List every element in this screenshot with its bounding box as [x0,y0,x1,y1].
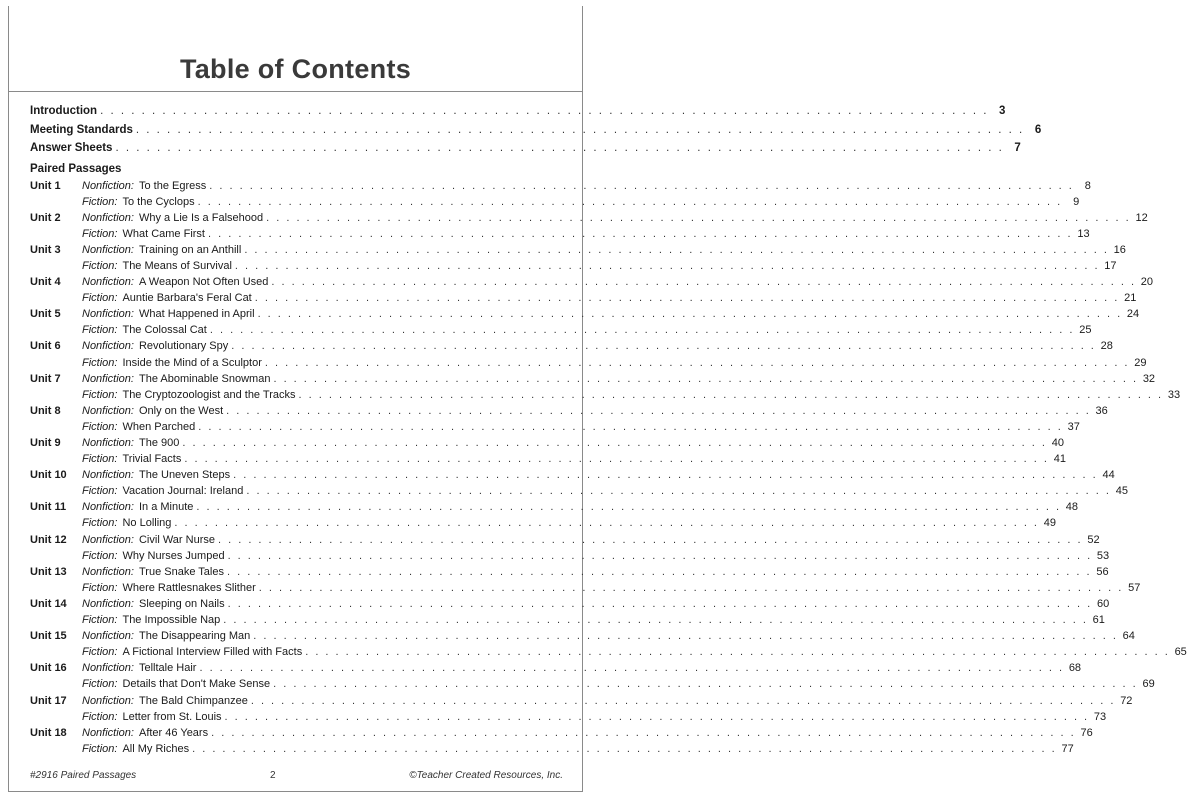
nonfiction-entry [82,435,1050,451]
units-list [30,178,1187,757]
toc-entry[interactable] [30,451,1066,467]
leader-dots: . . . . . . . . . . . . . . . . . . . . . . . . . . . . . . . . . . . . . . . . . . . . . . . . . . . . . . . . . . . . . . . . . . . . . . . . . . . . . . . . . . . . . . [135,123,1025,136]
nonfiction-entry [82,564,1095,580]
entry-title: What Came First [122,227,205,240]
entry-page-number: 17 [1104,259,1117,272]
leader-dots: . . . . . . . . . . . . . . . . . . . . . . . . . . . . . . . . . . . . . . . . . . . . . . . . . . . . . . . . . . . . . . . . . . . . . . . . . . . . . . . . . . . . . . [199,662,1065,675]
fiction-entry [82,419,1066,435]
leader-dots: . . . . . . . . . . . . . . . . . . . . . . . . . . . . . . . . . . . . . . . . . . . . . . . . . . . . . . . . . . . . . . . . . . . . . . . . . . . . . . . . . . . . . . [192,742,1057,755]
fiction-entry [82,483,1114,499]
entry-title: When Parched [122,420,196,433]
genre-label: Nonfiction: [82,308,134,321]
leader-dots: . . . . . . . . . . . . . . . . . . . . . . . . . . . . . . . . . . . . . . . . . . . . . . . . . . . . . . . . . . . . . . . . . . . . . . . . . . . . . . . . . . . . . . [246,485,1111,498]
toc-entry[interactable] [30,628,1135,644]
unit-label: Unit 17 [30,694,67,707]
entry-page-number: 13 [1077,227,1090,240]
nonfiction-entry [82,596,1095,612]
entry-page-number: 36 [1095,404,1108,417]
nonfiction-entry [82,242,1112,258]
genre-label: Nonfiction: [82,726,134,739]
entry-page-number: 16 [1113,243,1126,256]
entry-page-number: 73 [1093,710,1107,723]
genre-label: Fiction: [82,453,118,466]
toc-entry[interactable] [30,122,1042,141]
toc-entry[interactable] [30,532,1100,548]
toc-entry[interactable] [30,435,1064,451]
entry-title: Civil War Nurse [138,533,215,546]
unit-label: Unit 7 [30,372,61,385]
leader-dots: . . . . . . . . . . . . . . . . . . . . . . . . . . . . . . . . . . . . . . . . . . . . . . . . . . . . . . . . . . . . . . . . . . . . . . . . . . . . . . . . . . . . . . [264,356,1130,369]
entry-page-number: 77 [1061,742,1074,755]
entry-title: True Snake Tales [138,565,224,578]
genre-label: Fiction: [82,742,118,755]
section-heading: Paired Passages [30,162,122,175]
genre-label: Nonfiction: [82,662,134,675]
genre-label: Nonfiction: [82,597,134,610]
toc-entry[interactable] [30,709,1107,725]
genre-label: Nonfiction: [82,565,134,578]
genre-label: Fiction: [82,517,118,530]
entry-title: The Means of Survival [122,259,232,272]
entry-page-number: 76 [1080,726,1093,739]
entry-page-number: 45 [1115,485,1128,498]
toc-entry[interactable] [30,306,1140,322]
toc-entry[interactable] [30,548,1110,564]
leader-dots: . . . . . . . . . . . . . . . . . . . . . . . . . . . . . . . . . . . . . . . . . . . . . . . . . . . . . . . . . . . . . . . . . . . . . . . . . . . . . . . . . . . . . . [182,437,1047,449]
genre-label: Fiction: [82,678,118,691]
toc-entry[interactable] [30,467,1115,483]
unit-label: Unit 16 [30,662,67,675]
leader-dots: . . . . . . . . . . . . . . . . . . . . . . . . . . . . . . . . . . . . . . . . . . . . . . . . . . . . . . . . . . . . . . . . . . . . . . . . . . . . . . . . . . . . . . [271,276,1137,289]
nonfiction-entry [82,532,1086,548]
nonfiction-entry [82,338,1099,354]
fiction-entry [82,709,1092,725]
nonfiction-entry [82,210,1134,226]
genre-label: Fiction: [82,227,118,240]
fiction-entry [82,548,1095,564]
toc-entry[interactable] [30,194,1080,210]
entry-title: Introduction [30,105,98,117]
entry-page-number: 52 [1087,533,1100,546]
genre-label: Fiction: [82,259,118,272]
leader-dots: . . . . . . . . . . . . . . . . . . . . . . . . . . . . . . . . . . . . . . . . . . . . . . . . . . . . . . . . . . . . . . . . . . . . . . . . . . . . . . . . . . . . . . [226,404,1091,417]
unit-label: Unit 5 [30,308,61,321]
nonfiction-entry [82,403,1094,419]
entry-page-number: 60 [1096,597,1110,610]
entry-title: Meeting Standards [30,123,133,136]
unit-label: Unit 3 [30,243,61,256]
leader-dots: . . . . . . . . . . . . . . . . . . . . . . . . . . . . . . . . . . . . . . . . . . . . . . . . . . . . . . . . . . . . . . . . . . . . . . . . . . . . . . . . . . . . . . [226,565,1092,578]
title-box [8,6,583,92]
genre-label: Nonfiction: [82,179,134,192]
nonfiction-entry [82,371,1141,387]
entry-page-number: 24 [1126,308,1140,321]
fiction-entry [82,451,1052,467]
entry-title: Where Rattlesnakes Slither [122,581,256,594]
entry-title: Details that Don't Make Sense [122,678,271,691]
entry-page-number: 33 [1167,388,1181,401]
entry-title: Why Nurses Jumped [122,549,225,562]
fiction-entry [82,322,1077,338]
unit-label: Unit 11 [30,501,67,514]
toc-entry[interactable] [30,419,1080,435]
genre-label: Fiction: [82,292,118,305]
toc-entry[interactable] [30,338,1113,354]
toc-entry[interactable] [30,725,1093,741]
genre-label: Fiction: [82,485,118,498]
toc-entry[interactable] [30,660,1082,676]
entry-page-number: 61 [1092,614,1105,627]
nonfiction-entry [82,628,1121,644]
toc-entry[interactable] [30,210,1148,226]
nonfiction-entry [82,306,1125,322]
leader-dots: . . . . . . . . . . . . . . . . . . . . . . . . . . . . . . . . . . . . . . . . . . . . . . . . . . . . . . . . . . . . . . . . . . . . . . . . . . . . . . . . . . . . . . [196,501,1062,514]
genre-label: Nonfiction: [82,533,134,546]
toc-entry[interactable] [30,322,1092,338]
front-matter-list [30,103,1042,159]
toc-entry[interactable] [30,103,1006,122]
leader-dots: . . . . . . . . . . . . . . . . . . . . . . . . . . . . . . . . . . . . . . . . . . . . . . . . . . . . . . . . . . . . . . . . . . . . . . . . . . . . . . . . . . . . . . [100,105,989,117]
leader-dots: . . . . . . . . . . . . . . . . . . . . . . . . . . . . . . . . . . . . . . . . . . . . . . . . . . . . . . . . . . . . . . . . . . . . . . . . . . . . . . . . . . . . . . [207,227,1073,240]
entry-page-number: 12 [1135,211,1148,224]
leader-dots: . . . . . . . . . . . . . . . . . . . . . . . . . . . . . . . . . . . . . . . . . . . . . . . . . . . . . . . . . . . . . . . . . . . . . . . . . . . . . . . . . . . . . . [298,388,1164,401]
unit-label: Unit 6 [30,340,61,353]
genre-label: Nonfiction: [82,211,134,224]
toc-entry[interactable] [30,371,1156,387]
genre-label: Fiction: [82,710,118,723]
genre-label: Fiction: [82,388,118,401]
genre-label: Nonfiction: [82,276,134,289]
entry-title: Auntie Barbara's Feral Cat [122,292,252,305]
entry-title: The 900 [138,437,180,449]
fiction-entry [82,355,1133,371]
genre-label: Nonfiction: [82,501,134,514]
genre-label: Nonfiction: [82,340,134,353]
unit-label: Unit 18 [30,726,67,739]
entry-title: The Uneven Steps [138,469,231,482]
fiction-entry [82,194,1065,210]
entry-title: A Weapon Not Often Used [138,276,269,289]
entry-title: Revolutionary Spy [138,340,229,353]
unit-label: Unit 14 [30,597,67,610]
leader-dots: . . . . . . . . . . . . . . . . . . . . . . . . . . . . . . . . . . . . . . . . . . . . . . . . . . . . . . . . . . . . . . . . . . . . . . . . . . . . . . . . . . . . . . [234,259,1100,272]
leader-dots: . . . . . . . . . . . . . . . . . . . . . . . . . . . . . . . . . . . . . . . . . . . . . . . . . . . . . . . . . . . . . . . . . . . . . . . . . . . . . . . . . . . . . . [227,597,1093,610]
page-title: Table of Contents [179,54,412,84]
leader-dots: . . . . . . . . . . . . . . . . . . . . . . . . . . . . . . . . . . . . . . . . . . . . . . . . . . . . . . . . . . . . . . . . . . . . . . . . . . . . . . . . . . . . . . [227,549,1093,562]
entry-page-number: 53 [1096,549,1110,562]
unit-label: Unit 12 [30,533,67,546]
fiction-entry [82,644,1173,660]
genre-label: Nonfiction: [82,694,134,707]
entry-page-number: 6 [1034,123,1042,136]
fiction-entry [82,387,1166,403]
unit-label: Unit 4 [30,276,61,289]
entry-title: The Disappearing Man [138,630,251,643]
toc-entry[interactable] [30,596,1110,612]
toc-entry[interactable] [30,564,1109,580]
page-footer [30,770,563,781]
entry-title: Trivial Facts [122,453,182,466]
fiction-entry [82,676,1141,692]
nonfiction-entry [82,660,1067,676]
entry-page-number: 8 [1084,179,1091,192]
nonfiction-entry [82,178,1077,194]
toc-entry[interactable] [30,258,1117,274]
toc-entry[interactable] [30,741,1074,757]
toc-entry[interactable] [30,499,1079,515]
entry-page-number: 29 [1134,356,1147,369]
entry-page-number: 20 [1140,276,1154,289]
unit-label: Unit 1 [30,179,61,192]
leader-dots: . . . . . . . . . . . . . . . . . . . . . . . . . . . . . . . . . . . . . . . . . . . . . . . . . . . . . . . . . . . . . . . . . . . . . . . . . . . . . . . . . . . . . . [250,694,1116,707]
fiction-entry [82,258,1103,274]
fiction-entry [82,612,1091,628]
leader-dots: . . . . . . . . . . . . . . . . . . . . . . . . . . . . . . . . . . . . . . . . . . . . . . . . . . . . . . . . . . . . . . . . . . . . . . . . . . . . . . . . . . . . . . [257,308,1123,321]
entry-title: The Abominable Snowman [138,372,271,385]
unit-label: Unit 2 [30,211,61,224]
toc-entry[interactable] [30,644,1187,660]
entry-title: All My Riches [122,742,190,755]
leader-dots: . . . . . . . . . . . . . . . . . . . . . . . . . . . . . . . . . . . . . . . . . . . . . . . . . . . . . . . . . . . . . . . . . . . . . . . . . . . . . . . . . . . . . . [273,678,1138,691]
toc-entry[interactable] [30,140,1021,159]
entry-page-number: 9 [1073,195,1080,208]
fiction-entry [82,226,1076,242]
leader-dots: . . . . . . . . . . . . . . . . . . . . . . . . . . . . . . . . . . . . . . . . . . . . . . . . . . . . . . . . . . . . . . . . . . . . . . . . . . . . . . . . . . . . . . [224,710,1090,723]
leader-dots: . . . . . . . . . . . . . . . . . . . . . . . . . . . . . . . . . . . . . . . . . . . . . . . . . . . . . . . . . . . . . . . . . . . . . . . . . . . . . . . . . . . . . . [244,243,1109,256]
entry-title: After 46 Years [138,726,209,739]
entry-title: Only on the West [138,404,224,417]
entry-title: The Cryptozoologist and the Tracks [122,388,296,401]
entry-title: A Fictional Interview Filled with Facts [122,646,303,659]
toc-entry[interactable] [30,355,1147,371]
entry-title: Vacation Journal: Ireland [122,485,244,498]
leader-dots: . . . . . . . . . . . . . . . . . . . . . . . . . . . . . . . . . . . . . . . . . . . . . . . . . . . . . . . . . . . . . . . . . . . . . . . . . . . . . . . . . . . . . . [305,646,1170,659]
unit-label: Unit 13 [30,565,67,578]
toc-entry[interactable] [30,403,1108,419]
leader-dots: . . . . . . . . . . . . . . . . . . . . . . . . . . . . . . . . . . . . . . . . . . . . . . . . . . . . . . . . . . . . . . . . . . . . . . . . . . . . . . . . . . . . . . [231,340,1096,353]
entry-page-number: 21 [1124,292,1137,305]
entry-title: The Bald Chimpanzee [138,694,248,707]
genre-label: Fiction: [82,581,118,594]
entry-page-number: 68 [1068,662,1082,675]
entry-title: What Happened in April [138,308,255,321]
fiction-entry [82,580,1126,596]
entry-page-number: 48 [1065,501,1079,514]
leader-dots: . . . . . . . . . . . . . . . . . . . . . . . . . . . . . . . . . . . . . . . . . . . . . . . . . . . . . . . . . . . . . . . . . . . . . . . . . . . . . . . . . . . . . . [233,469,1098,482]
toc-entry[interactable] [30,242,1126,258]
toc-entry[interactable] [30,693,1133,709]
footer-copyright: ©Teacher Created Resources, Inc. [409,770,563,781]
toc-entry[interactable] [30,290,1137,306]
nonfiction-entry [82,725,1079,741]
entry-page-number: 28 [1100,340,1113,353]
genre-label: Nonfiction: [82,372,134,385]
leader-dots: . . . . . . . . . . . . . . . . . . . . . . . . . . . . . . . . . . . . . . . . . . . . . . . . . . . . . . . . . . . . . . . . . . . . . . . . . . . . . . . . . . . . . . [253,630,1118,643]
nonfiction-entry [82,499,1064,515]
toc-entry[interactable] [30,580,1141,596]
leader-dots: . . . . . . . . . . . . . . . . . . . . . . . . . . . . . . . . . . . . . . . . . . . . . . . . . . . . . . . . . . . . . . . . . . . . . . . . . . . . . . . . . . . . . . [209,179,1074,192]
entry-title: To the Egress [138,179,207,192]
unit-label: Unit 9 [30,437,61,449]
genre-label: Nonfiction: [82,469,134,482]
entry-page-number: 65 [1174,646,1187,659]
entry-page-number: 72 [1120,694,1133,707]
entry-title: Why a Lie Is a Falsehood [138,211,264,224]
entry-title: The Impossible Nap [122,614,221,627]
nonfiction-entry [82,693,1118,709]
entry-page-number: 3 [999,105,1006,117]
table-of-contents [30,103,1187,757]
leader-dots: . . . . . . . . . . . . . . . . . . . . . . . . . . . . . . . . . . . . . . . . . . . . . . . . . . . . . . . . . . . . . . . . . . . . . . . . . . . . . . . . . . . . . . [174,517,1039,530]
entry-title: To the Cyclops [122,195,195,208]
unit-label: Unit 10 [30,469,67,482]
entry-page-number: 37 [1067,420,1080,433]
leader-dots: . . . . . . . . . . . . . . . . . . . . . . . . . . . . . . . . . . . . . . . . . . . . . . . . . . . . . . . . . . . . . . . . . . . . . . . . . . . . . . . . . . . . . . [209,324,1075,337]
unit-label: Unit 8 [30,404,61,417]
leader-dots: . . . . . . . . . . . . . . . . . . . . . . . . . . . . . . . . . . . . . . . . . . . . . . . . . . . . . . . . . . . . . . . . . . . . . . . . . . . . . . . . . . . . . . [217,533,1083,546]
leader-dots: . . . . . . . . . . . . . . . . . . . . . . . . . . . . . . . . . . . . . . . . . . . . . . . . . . . . . . . . . . . . . . . . . . . . . . . . . . . . . . . . . . . . . . [197,195,1063,208]
entry-title: No Lolling [122,517,172,530]
leader-dots: . . . . . . . . . . . . . . . . . . . . . . . . . . . . . . . . . . . . . . . . . . . . . . . . . . . . . . . . . . . . . . . . . . . . . . . . . . . . . . . . . . . . . . [258,581,1124,594]
entry-title: The Colossal Cat [122,324,207,337]
fiction-entry [82,741,1060,757]
genre-label: Fiction: [82,324,118,337]
footer-page-number: 2 [269,770,276,781]
leader-dots: . . . . . . . . . . . . . . . . . . . . . . . . . . . . . . . . . . . . . . . . . . . . . . . . . . . . . . . . . . . . . . . . . . . . . . . . . . . . . . . . . . . . . . [115,142,1004,154]
fiction-entry [82,290,1122,306]
leader-dots: . . . . . . . . . . . . . . . . . . . . . . . . . . . . . . . . . . . . . . . . . . . . . . . . . . . . . . . . . . . . . . . . . . . . . . . . . . . . . . . . . . . . . . [211,726,1076,739]
footer-book-title: #2916 Paired Passages [30,770,137,781]
entry-page-number: 40 [1051,437,1064,449]
genre-label: Nonfiction: [82,243,134,256]
leader-dots: . . . . . . . . . . . . . . . . . . . . . . . . . . . . . . . . . . . . . . . . . . . . . . . . . . . . . . . . . . . . . . . . . . . . . . . . . . . . . . . . . . . . . . [223,614,1088,627]
entry-page-number: 25 [1079,324,1092,337]
entry-page-number: 44 [1102,469,1115,482]
toc-entry[interactable] [30,483,1128,499]
toc-entry[interactable] [30,676,1155,692]
leader-dots: . . . . . . . . . . . . . . . . . . . . . . . . . . . . . . . . . . . . . . . . . . . . . . . . . . . . . . . . . . . . . . . . . . . . . . . . . . . . . . . . . . . . . . [254,292,1120,305]
entry-title: Answer Sheets [30,142,113,154]
toc-entry[interactable] [30,226,1090,242]
toc-entry[interactable] [30,387,1181,403]
nonfiction-entry [82,467,1101,483]
entry-page-number: 57 [1128,581,1141,594]
entry-title: Letter from St. Louis [122,710,222,723]
entry-page-number: 41 [1053,453,1066,466]
entry-page-number: 49 [1043,517,1056,530]
nonfiction-entry [82,274,1139,290]
leader-dots: . . . . . . . . . . . . . . . . . . . . . . . . . . . . . . . . . . . . . . . . . . . . . . . . . . . . . . . . . . . . . . . . . . . . . . . . . . . . . . . . . . . . . . [198,420,1063,433]
genre-label: Fiction: [82,549,118,562]
entry-page-number: 69 [1142,678,1155,691]
unit-label: Unit 15 [30,630,67,643]
entry-page-number: 7 [1014,142,1021,154]
leader-dots: . . . . . . . . . . . . . . . . . . . . . . . . . . . . . . . . . . . . . . . . . . . . . . . . . . . . . . . . . . . . . . . . . . . . . . . . . . . . . . . . . . . . . . [266,211,1131,224]
toc-entry[interactable] [30,612,1105,628]
genre-label: Fiction: [82,420,118,433]
toc-entry[interactable] [30,178,1091,194]
toc-entry[interactable] [30,274,1154,290]
genre-label: Fiction: [82,614,118,627]
leader-dots: . . . . . . . . . . . . . . . . . . . . . . . . . . . . . . . . . . . . . . . . . . . . . . . . . . . . . . . . . . . . . . . . . . . . . . . . . . . . . . . . . . . . . . [184,453,1049,466]
leader-dots: . . . . . . . . . . . . . . . . . . . . . . . . . . . . . . . . . . . . . . . . . . . . . . . . . . . . . . . . . . . . . . . . . . . . . . . . . . . . . . . . . . . . . . [273,372,1139,385]
entry-page-number: 56 [1096,565,1109,578]
genre-label: Nonfiction: [82,437,134,449]
entry-title: Sleeping on Nails [138,597,225,610]
entry-title: Inside the Mind of a Sculptor [122,356,262,369]
entry-title: Training on an Anthill [138,243,242,256]
entry-title: Telltale Hair [138,662,197,675]
genre-label: Nonfiction: [82,404,134,417]
toc-entry[interactable] [30,515,1056,531]
genre-label: Fiction: [82,646,118,659]
entry-page-number: 64 [1122,630,1135,643]
genre-label: Fiction: [82,195,118,208]
entry-title: In a Minute [138,501,194,514]
genre-label: Nonfiction: [82,630,134,643]
fiction-entry [82,515,1042,531]
genre-label: Fiction: [82,356,118,369]
entry-page-number: 32 [1142,372,1156,385]
